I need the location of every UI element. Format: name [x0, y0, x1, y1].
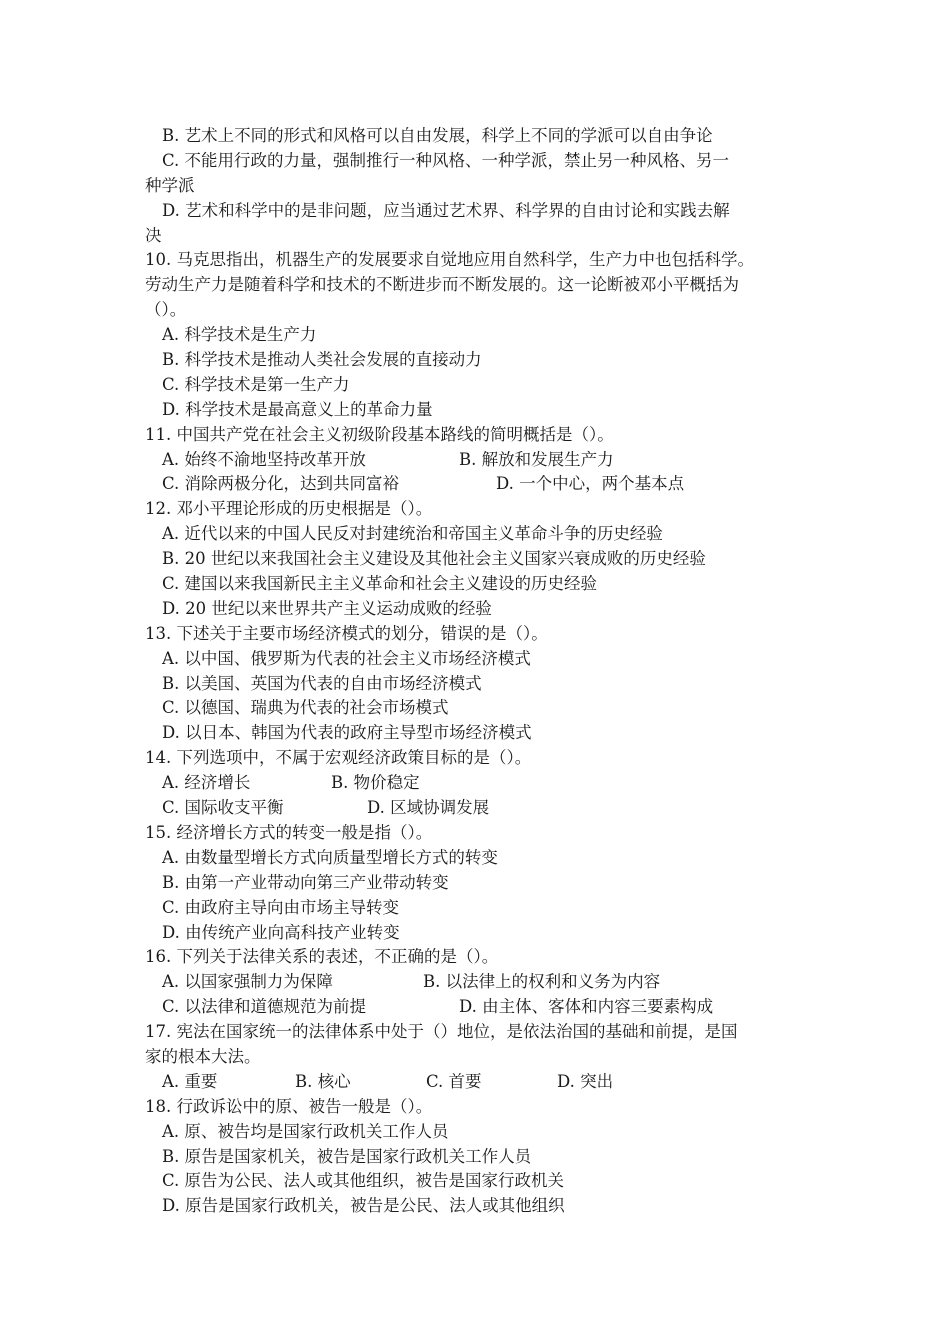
q11-options-row2 — [145, 472, 825, 497]
q15-stem: 15. 经济增长方式的转变一般是指（）。 — [145, 822, 433, 842]
q17-stem-line2: 家的根本大法。 — [145, 1046, 261, 1066]
q18-option-c: C. 原告为公民、法人或其他组织，被告是国家行政机关 — [162, 1171, 565, 1191]
q11-stem: 11. 中国共产党在社会主义初级阶段基本路线的简明概括是（）。 — [145, 424, 614, 444]
document-page — [145, 124, 825, 1219]
q9-option-d-line1: D. 艺术和科学中的是非问题，应当通过艺术界、科学界的自由讨论和实践去解 — [162, 200, 730, 220]
q17-option-c: C. 首要 — [426, 1071, 482, 1091]
q14-option-b: B. 物价稳定 — [331, 773, 420, 793]
q16-option-b: B. 以法律上的权利和义务为内容 — [423, 972, 661, 992]
q15-option-d: D. 由传统产业向高科技产业转变 — [162, 922, 400, 942]
q9-option-c-line2: 种学派 — [145, 175, 195, 195]
q17-option-d: D. 突出 — [557, 1071, 614, 1091]
q11-options-row1 — [145, 448, 825, 473]
q14-options-row1 — [145, 771, 825, 796]
q14-option-a: A. 经济增长 — [162, 773, 251, 793]
q11-option-b: B. 解放和发展生产力 — [459, 449, 614, 469]
q12-option-c: C. 建国以来我国新民主主义革命和社会主义建设的历史经验 — [162, 574, 598, 594]
q10-option-d: D. 科学技术是最高意义上的革命力量 — [162, 399, 433, 419]
q13-option-a: A. 以中国、俄罗斯为代表的社会主义市场经济模式 — [162, 648, 531, 668]
q16-option-d: D. 由主体、客体和内容三要素构成 — [459, 997, 714, 1017]
q16-options-row2 — [145, 995, 825, 1020]
q16-options-row1 — [145, 970, 825, 995]
q17-stem-line1: 17. 宪法在国家统一的法律体系中处于（）地位，是依法治国的基础和前提，是国 — [145, 1022, 738, 1042]
q13-option-b: B. 以美国、英国为代表的自由市场经济模式 — [162, 673, 482, 693]
q16-option-c: C. 以法律和道德规范为前提 — [162, 997, 367, 1017]
q10-option-c: C. 科学技术是第一生产力 — [162, 374, 350, 394]
q12-option-d: D. 20 世纪以来世界共产主义运动成败的经验 — [162, 598, 492, 618]
q10-option-b: B. 科学技术是推动人类社会发展的直接动力 — [162, 350, 482, 370]
q16-stem: 16. 下列关于法律关系的表述，不正确的是（）。 — [145, 947, 499, 967]
q10-stem-line1: 10. 马克思指出，机器生产的发展要求自觉地应用自然科学，生产力中也包括科学。 — [145, 250, 754, 270]
q12-option-a: A. 近代以来的中国人民反对封建统治和帝国主义革命斗争的历史经验 — [162, 524, 663, 544]
q9-option-b: B. 艺术上不同的形式和风格可以自由发展，科学上不同的学派可以自由争论 — [162, 126, 713, 145]
q14-options-row2 — [145, 796, 825, 821]
q14-option-c: C. 国际收支平衡 — [162, 798, 284, 818]
q10-option-a: A. 科学技术是生产力 — [162, 325, 317, 345]
q18-option-b: B. 原告是国家机关，被告是国家行政机关工作人员 — [162, 1146, 532, 1166]
q12-stem: 12. 邓小平理论形成的历史根据是（）。 — [145, 499, 433, 519]
q15-option-a: A. 由数量型增长方式向质量型增长方式的转变 — [162, 847, 498, 867]
q11-option-a: A. 始终不渝地坚持改革开放 — [162, 449, 366, 469]
q13-stem: 13. 下述关于主要市场经济模式的划分，错误的是（）。 — [145, 623, 548, 643]
q14-option-d: D. 区域协调发展 — [367, 798, 490, 818]
q9-option-d-line2: 决 — [145, 225, 162, 245]
q11-option-d: D. 一个中心，两个基本点 — [496, 474, 685, 494]
q18-option-a: A. 原、被告均是国家行政机关工作人员 — [162, 1121, 449, 1141]
q12-option-b: B. 20 世纪以来我国社会主义建设及其他社会主义国家兴衰成败的历史经验 — [162, 549, 706, 569]
q13-option-c: C. 以德国、瑞典为代表的社会市场模式 — [162, 698, 449, 718]
q16-option-a: A. 以国家强制力为保障 — [162, 972, 333, 992]
q17-options-row — [145, 1070, 825, 1095]
q17-option-a: A. 重要 — [162, 1071, 218, 1091]
q15-option-b: B. 由第一产业带动向第三产业带动转变 — [162, 872, 449, 892]
q18-stem: 18. 行政诉讼中的原、被告一般是（）。 — [145, 1096, 433, 1116]
q10-stem-line2: 劳动生产力是随着科学和技术的不断进步而不断发展的。这一论断被邓小平概括为 — [145, 275, 739, 295]
q10-stem-line3: （）。 — [145, 300, 187, 320]
q18-option-d: D. 原告是国家行政机关，被告是公民、法人或其他组织 — [162, 1196, 565, 1216]
q11-option-c: C. 消除两极分化，达到共同富裕 — [162, 474, 400, 494]
q15-option-c: C. 由政府主导向由市场主导转变 — [162, 897, 400, 917]
q9-option-c-line1: C. 不能用行政的力量，强制推行一种风格、一种学派，禁止另一种风格、另一 — [162, 150, 730, 170]
q13-option-d: D. 以日本、韩国为代表的政府主导型市场经济模式 — [162, 723, 532, 743]
q17-option-b: B. 核心 — [295, 1071, 351, 1091]
q14-stem: 14. 下列选项中，不属于宏观经济政策目标的是（）。 — [145, 748, 532, 768]
